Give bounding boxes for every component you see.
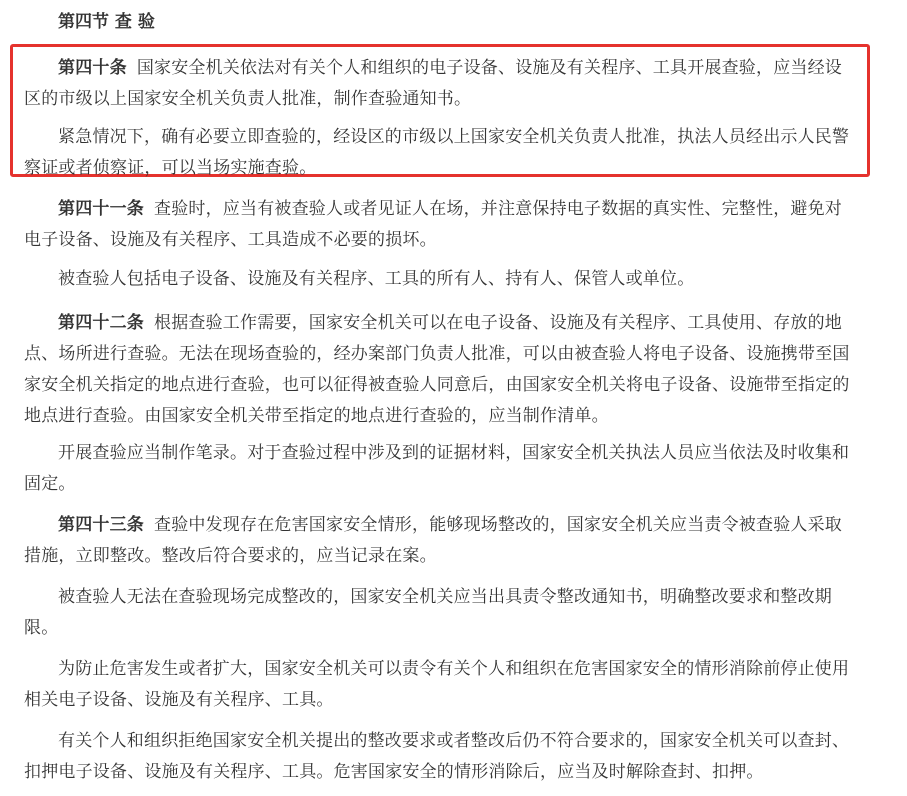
paragraph-text: 被查验人包括电子设备、设施及有关程序、工具的所有人、持有人、保管人或单位。	[58, 269, 695, 289]
paragraph-text: 查验时，应当有被查验人或者见证人在场，并注意保持电子数据的真实性、完整性，避免对电子设备、设施及有关程序、工具造成不必要的损坏。	[24, 199, 842, 250]
paragraph-text: 为防止危害发生或者扩大，国家安全机关可以责令有关个人和组织在危害国家安全的情形消除前停止使用相关电子设备、设施及有关程序、工具。	[24, 659, 850, 710]
paragraph-text: 查验中发现存在危害国家安全情形，能够现场整改的，国家安全机关应当责令被查验人采取措施，立即整改。整改后符合要求的，应当记录在案。	[24, 515, 842, 566]
paragraph-text: 紧急情况下，确有必要立即查验的，经设区的市级以上国家安全机关负责人批准，执法人员经出示人民警察证或者侦察证，可以当场实施查验。	[24, 127, 850, 178]
paragraph-article-43	[24, 510, 859, 572]
paragraph-text: 有关个人和组织拒绝国家安全机关提出的整改要求或者整改后仍不符合要求的，国家安全机关可以查封、扣押电子设备、设施及有关程序、工具。危害国家安全的情形消除后，应当及时解除查封、扣押。	[24, 731, 850, 782]
paragraph	[24, 654, 859, 716]
paragraph	[24, 726, 859, 788]
article-number: 第四十条	[58, 58, 127, 78]
paragraph-article-42	[24, 308, 859, 432]
paragraph-article-40	[24, 53, 859, 115]
article-number: 第四十一条	[58, 199, 144, 219]
paragraph-article-41	[24, 194, 859, 256]
article-number: 第四十三条	[58, 515, 144, 535]
paragraph	[24, 264, 859, 295]
paragraph	[24, 438, 859, 500]
paragraph-text: 被查验人无法在查验现场完成整改的，国家安全机关应当出具责令整改通知书，明确整改要求和整改期限。	[24, 587, 832, 638]
paragraph-text: 开展查验应当制作笔录。对于查验过程中涉及到的证据材料，国家安全机关执法人员应当依法及时收集和固定。	[24, 443, 850, 494]
paragraph-text: 国家安全机关依法对有关个人和组织的电子设备、设施及有关程序、工具开展查验，应当经设区的市级以上国家安全机关负责人批准，制作查验通知书。	[24, 58, 843, 109]
paragraph	[24, 122, 859, 184]
article-number: 第四十二条	[58, 313, 144, 333]
section-title: 第四节 查 验	[58, 12, 155, 32]
paragraph-text: 根据查验工作需要，国家安全机关可以在电子设备、设施及有关程序、工具使用、存放的地点、场所进行查验。无法在现场查验的，经办案部门负责人批准，可以由被查验人将电子设备、设施携带至国家安全机关指定的地点进行查验，也可以征得被查验人同意后，由国家安全机关将电子设备、设施带至指定的地点进行查验。由国家安全机关带至指定的地点进行查验的，应当制作清单。	[24, 313, 850, 426]
paragraph	[24, 582, 859, 644]
